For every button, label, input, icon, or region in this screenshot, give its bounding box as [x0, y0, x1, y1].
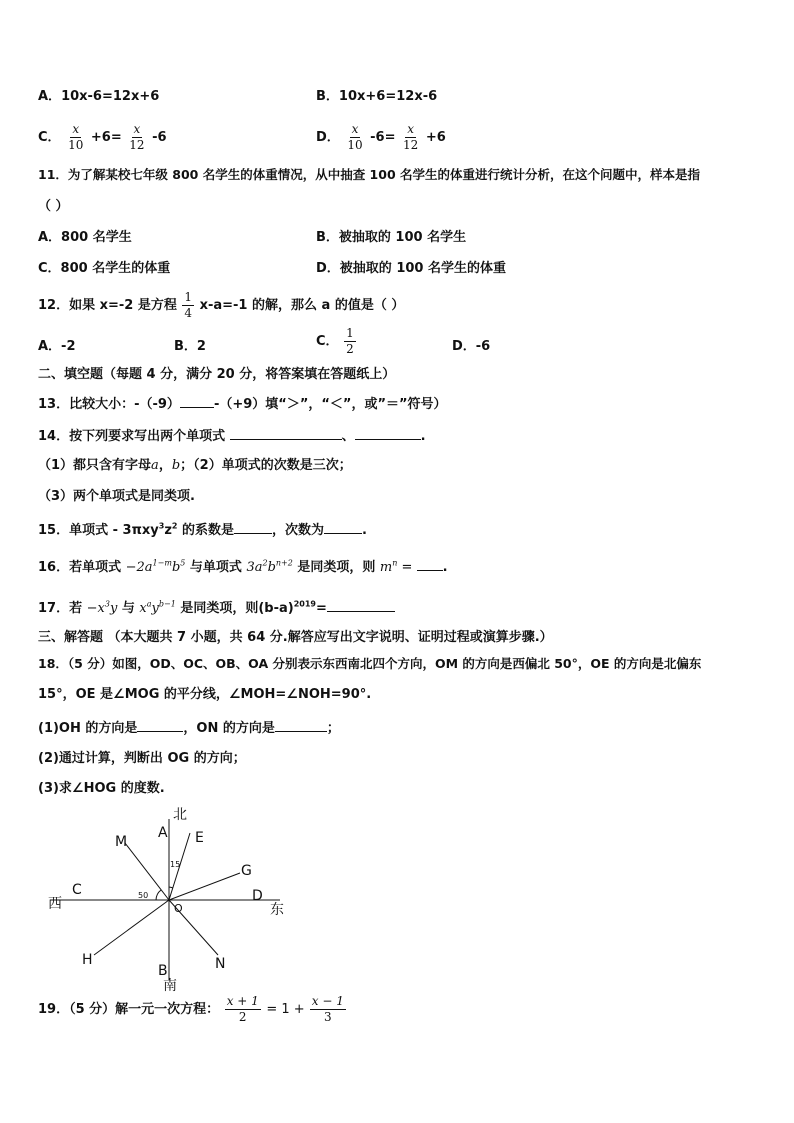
q11-option-c: C．800 名学生的体重: [38, 261, 171, 276]
q18-stem-line1: 18．（5 分）如图，OD、OC、OB、OA 分别表示东西南北四个方向，OM 的方向是西偏北 50°，OE 的方向是北偏东: [38, 656, 702, 671]
label-angle-50: 50: [138, 891, 149, 900]
q13: 13．比较大小：-（-9） -（+9）填“＞”，“＜”，或”＝”符号）: [38, 394, 447, 414]
q11-option-b: B．被抽取的 100 名学生: [316, 230, 467, 245]
answer-blank[interactable]: [355, 426, 421, 440]
answer-blank[interactable]: [137, 718, 183, 732]
answer-blank[interactable]: [327, 598, 395, 612]
fraction: $\frac{x}{10}$: [347, 122, 363, 152]
q12-stem: 12．如果 x=-2 是方程 $\frac{1}{4}$ x-a=-1 的解，那么 a 的值是（ ）: [38, 290, 405, 320]
label-M: M: [115, 834, 128, 850]
q19: 19．（5 分）解一元一次方程： $\frac{x + 1}{2}$ = 1 + $\frac{x - 1}{3}$: [38, 994, 344, 1024]
answer-blank[interactable]: [417, 557, 443, 571]
q12-option-d: D．-6: [452, 339, 491, 354]
label-D: D: [252, 888, 263, 904]
q18-stem-line2: 15°，OE 是∠MOG 的平分线，∠MOH=∠NOH=90°.: [38, 687, 372, 702]
q10-option-d: D． $\frac{x}{10}$ -6= $\frac{x}{12}$ +6: [316, 122, 446, 152]
label-G: G: [241, 863, 252, 879]
q12-option-c: C． $\frac{1}{2}$: [316, 326, 354, 356]
fraction: $\frac{x}{12}$: [129, 122, 145, 152]
fraction: $\frac{x + 1}{2}$: [226, 994, 259, 1024]
fraction: $\frac{x - 1}{3}$: [311, 994, 344, 1024]
q11-option-a: A．800 名学生: [38, 230, 132, 245]
label-east: 东: [270, 902, 284, 918]
section-3-heading: 三、解答题 （本大题共 7 小题，共 64 分.解答应写出文字说明、证明过程或演算步骤.）: [38, 630, 553, 645]
fraction: $\frac{x}{10}$: [68, 122, 84, 152]
answer-blank[interactable]: [180, 394, 214, 408]
section-2-heading: 二、填空题（每题 4 分，满分 20 分，将答案填在答题纸上）: [38, 367, 396, 382]
q14-condition-3: （3）两个单项式是同类项.: [38, 489, 195, 504]
fraction: $\frac{1}{4}$: [184, 290, 193, 320]
q15: 15．单项式 - $3\pi xy^3z^2$ 的系数是 ，次数为 .: [38, 521, 367, 538]
q11-stem: 11．为了解某校七年级 800 名学生的体重情况，从中抽查 100 名学生的体重进行统计分析，在这个问题中，样本是指: [38, 167, 700, 182]
fraction: $\frac{1}{2}$: [346, 326, 354, 356]
label-E: E: [195, 830, 204, 846]
ray-OH: [94, 900, 169, 955]
label-north: 北: [173, 807, 187, 823]
q14: 14．按下列要求写出两个单项式 、 .: [38, 426, 426, 446]
q18-part-2: (2)通过计算，判断出 OG 的方向；: [38, 751, 246, 766]
label-O: O: [174, 902, 183, 915]
q12-option-a: A．-2: [38, 339, 76, 354]
answer-blank[interactable]: [230, 426, 342, 440]
label-A: A: [158, 825, 168, 841]
answer-blank[interactable]: [324, 520, 362, 534]
label-C: C: [72, 882, 82, 898]
label-west: 西: [48, 896, 62, 912]
fraction: $\frac{x}{12}$: [403, 122, 419, 152]
label-south: 南: [163, 978, 177, 994]
label-B: B: [158, 963, 168, 979]
q11-option-d: D．被抽取的 100 名学生的体重: [316, 261, 506, 276]
angle-arc-50: [156, 890, 161, 900]
q18-part-1: (1)OH 的方向是 ，ON 的方向是 ；: [38, 718, 340, 738]
answer-blank[interactable]: [275, 718, 327, 732]
ray-OG: [169, 873, 240, 900]
q10-option-b: B．10x+6=12x-6: [316, 89, 438, 104]
label-angle-15: 15: [170, 860, 181, 869]
q10-option-c: C． $\frac{x}{10}$ +6= $\frac{x}{12}$ -6: [38, 122, 167, 152]
q12-option-b: B．2: [174, 339, 206, 354]
label-N: N: [215, 956, 226, 972]
q10-option-a: A．10x-6=12x+6: [38, 89, 160, 104]
q16: 16．若单项式 $-2a^{1-m}b^5$ 与单项式 $3a^2b^{n+2}$ 是同类项，则 $m^n$ = .: [38, 558, 448, 575]
label-H: H: [82, 952, 93, 968]
q14-condition-1-2: （1）都只含有字母a，b；（2）单项式的次数是三次；: [38, 458, 352, 473]
answer-blank[interactable]: [234, 520, 272, 534]
compass-figure: [40, 805, 300, 995]
q11-paren: （ ）: [38, 199, 69, 214]
q18-part-3: (3)求∠HOG 的度数.: [38, 781, 165, 796]
angle-arc-15: [169, 887, 173, 888]
q17: 17．若 $-x^3y$ 与 $x^ay^{b-1}$ 是同类项，则$(b-a)^{2019}=$: [38, 598, 395, 618]
